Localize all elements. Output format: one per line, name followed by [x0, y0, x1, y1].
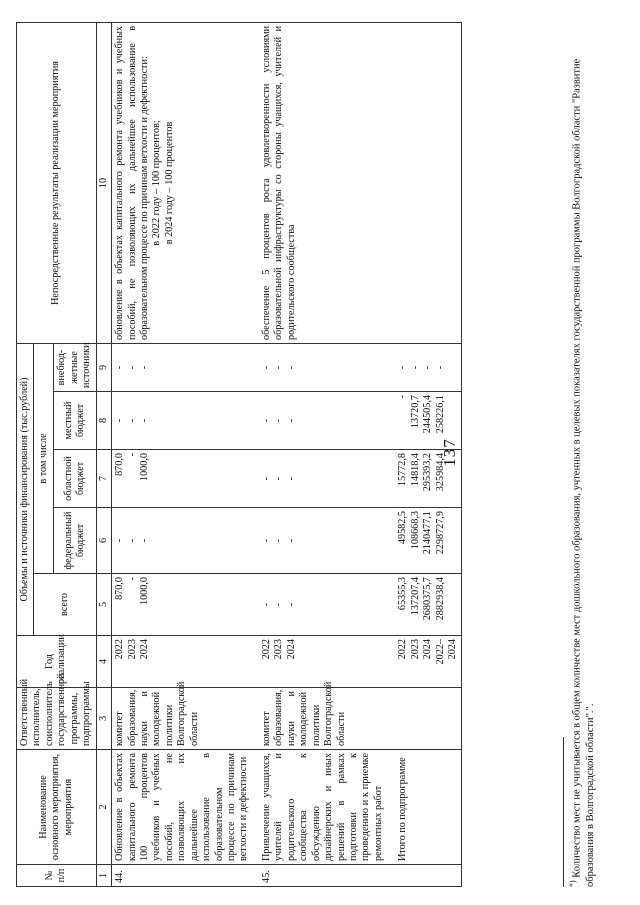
local-value: 258226,1 — [434, 395, 446, 434]
row-regional — [253, 450, 387, 508]
total-row-years — [387, 636, 462, 688]
federal-value: 2140477,1 — [422, 511, 434, 555]
federal-value: - — [273, 538, 285, 543]
extrabudget-value: - — [397, 365, 409, 370]
federal-value: - — [285, 538, 297, 543]
total-row-label: Итого по подпрограмме — [387, 750, 462, 865]
row-executor: комитет образования, науки и молодежной политики Волгоградской области — [253, 688, 387, 750]
row-results — [253, 22, 387, 343]
extrabudget-value: - — [138, 365, 150, 370]
header-year: Год реализации — [17, 636, 97, 688]
local-value: - — [114, 418, 126, 423]
footnote-marker: *) — [568, 880, 577, 887]
column-number: 5 — [96, 574, 111, 636]
local-value: - — [138, 418, 150, 423]
local-value: - — [397, 395, 409, 399]
federal-value: 49582,5 — [397, 511, 409, 545]
footnote-text: Количество мест не учитывается в общем количестве мест дошкольного образования, учтенных в целевых показателях государственной программы Волгоградской области "Развитие образования в Волгоградской области".". — [571, 58, 596, 887]
row-extrabudget — [253, 343, 387, 391]
local-value: 244505,4 — [422, 395, 434, 434]
total-value: - — [285, 602, 297, 607]
total-value: 65355,3 — [397, 577, 409, 611]
program-table-area — [16, 23, 462, 887]
row-executor: комитет образования, науки и молодежной политики Волгоградской области — [112, 688, 253, 750]
result-text: обновление в объектах капитального ремонта учебников и учебных пособий, не позволяющих их дальнейшее использование в образовательном процессе по причинам ветхости и дефектности: — [114, 25, 150, 340]
total-value: - — [273, 602, 285, 607]
local-value: - — [285, 418, 297, 423]
row-activity-name: Обновление в объектах капитального ремонта 100 процентов учебников и учебных пособий, не позволяющих их дальнейшее использование в образовательном процессе по причинам ветхости и дефектности — [112, 750, 253, 865]
row-total — [112, 574, 253, 636]
header-funding-group: Объемы и источники финансирования (тыс.рублей) — [17, 343, 34, 635]
footnote-divider — [563, 737, 564, 887]
local-value: - — [126, 418, 138, 423]
row-total — [253, 574, 387, 636]
year-value: 2024 — [285, 639, 297, 660]
column-number: 1 — [96, 865, 111, 887]
total-row-local — [387, 392, 462, 450]
extrabudget-value: - — [285, 365, 297, 370]
extrabudget-value: - — [434, 365, 446, 370]
extrabudget-value: - — [260, 365, 272, 370]
column-number: 6 — [96, 508, 111, 574]
column-number: 4 — [96, 636, 111, 688]
regional-value: - — [260, 476, 272, 481]
page-number: 137 — [440, 438, 459, 467]
column-number-row — [96, 22, 111, 886]
regional-value: - — [126, 453, 138, 457]
row-extrabudget — [112, 343, 253, 391]
regional-value: - — [273, 476, 285, 481]
year-value: 2022 — [114, 639, 126, 660]
federal-value: 108668,3 — [409, 511, 421, 550]
header-num: № п/п — [17, 865, 97, 887]
table-row-total — [387, 22, 462, 886]
total-value: 137207,4 — [409, 577, 421, 616]
total-value: 1000,0 — [138, 577, 150, 606]
total-row-extrabudget — [387, 343, 462, 391]
column-number: 9 — [96, 343, 111, 391]
column-number: 3 — [96, 688, 111, 750]
year-value: 2024 — [138, 639, 150, 660]
extrabudget-value: - — [126, 365, 138, 370]
extrabudget-value: - — [114, 365, 126, 370]
header-extrabudget: внебюд- жетные источники — [54, 343, 96, 391]
federal-value: - — [260, 538, 272, 543]
result-text: в 2022 году – 100 процентов; — [151, 120, 163, 246]
table-row-45 — [253, 22, 387, 886]
regional-value: - — [285, 476, 297, 481]
local-value: - — [260, 418, 272, 423]
header-executor: Ответственный исполнитель, соисполнитель государственной программы, подпрограммы — [17, 688, 97, 750]
federal-value: - — [114, 538, 126, 543]
header-including: в том числе — [34, 343, 54, 573]
federal-value: - — [126, 538, 138, 543]
column-number: 8 — [96, 392, 111, 450]
year-value: 2022 — [260, 639, 272, 660]
header-regional: областной бюджет — [54, 450, 96, 508]
total-value: - — [126, 577, 138, 581]
row-local — [253, 392, 387, 450]
row-results — [112, 22, 253, 343]
year-value: 2024 — [422, 639, 434, 660]
regional-value: 15772,8 — [397, 453, 409, 487]
table-row-44 — [112, 22, 253, 886]
year-value: 2023 — [273, 639, 285, 660]
header-local: местный бюджет — [54, 392, 96, 450]
year-value: 2022–2024 — [434, 639, 458, 665]
column-number: 2 — [96, 750, 111, 865]
row-regional — [112, 450, 253, 508]
result-text: в 2024 году – 100 процентов — [163, 121, 175, 245]
local-value: 13720,7 — [409, 395, 421, 429]
total-value: 2680375,7 — [422, 577, 434, 621]
extrabudget-value: - — [409, 365, 421, 370]
year-value: 2023 — [409, 639, 421, 660]
year-value: 2023 — [126, 639, 138, 660]
total-row-total — [387, 574, 462, 636]
row-federal — [112, 508, 253, 574]
row-num: 44. — [112, 865, 253, 887]
row-years — [253, 636, 387, 688]
regional-value: 870,0 — [114, 453, 126, 476]
regional-value: 1000,0 — [138, 453, 150, 482]
row-activity-name: Привлечение учащихся, учителей и родительского сообщества к обсуждению дизайнерских и иных решений в рамках подготовки к проведению и к приемке ремонтных работ — [253, 750, 387, 865]
row-federal — [253, 508, 387, 574]
footnote — [568, 27, 597, 887]
federal-value: - — [138, 538, 150, 543]
regional-value: 325984,4 — [434, 453, 446, 492]
total-value: - — [260, 602, 272, 607]
result-text: обеспечение 5 процентов роста удовлетворенности условиями образовательной инфраструктуры со стороны учащихся, учителей и родительского сообщества — [260, 25, 297, 340]
column-number: 7 — [96, 450, 111, 508]
total-value: 2882938,4 — [434, 577, 446, 621]
header-results: Непосредственные результаты реализации мероприятия — [17, 22, 97, 343]
year-value: 2022 — [397, 639, 409, 660]
local-value: - — [273, 418, 285, 423]
regional-value: 14818,4 — [409, 453, 421, 487]
row-local — [112, 392, 253, 450]
total-row-federal — [387, 508, 462, 574]
header-name: Наименование основного мероприятия, мероприятия — [17, 750, 97, 865]
federal-value: 2298727,9 — [434, 511, 446, 555]
row-years — [112, 636, 253, 688]
extrabudget-value: - — [273, 365, 285, 370]
column-number: 10 — [96, 22, 111, 343]
total-row-regional — [387, 450, 462, 508]
total-value: 870,0 — [114, 577, 126, 600]
extrabudget-value: - — [422, 365, 434, 370]
regional-value: 295393,2 — [422, 453, 434, 492]
program-table — [16, 22, 462, 887]
header-total: всего — [34, 574, 96, 636]
header-federal: федеральный бюджет — [54, 508, 96, 574]
row-num: 45. — [253, 865, 387, 887]
